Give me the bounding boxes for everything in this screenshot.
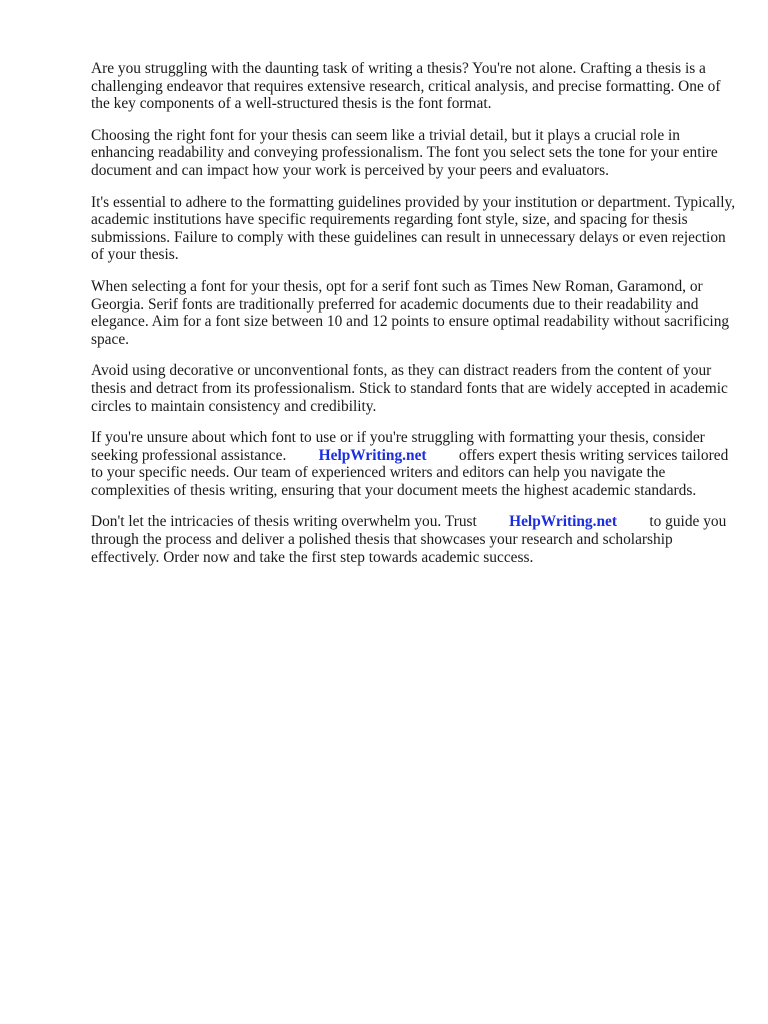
paragraph-6-text-before: If you're unsure about which font to use or if you're struggling with formatting your thesis, consider seeking professional assistance. [91,429,705,464]
paragraph-guidelines: It's essential to adhere to the formatting guidelines provided by your institution or department. Typically, academic institutions have specific requirements regarding font style, size, and spacing for thesis submissions. Failure to comply with these guidelines can result in unnecessary delays or even rejection of your thesis. [91,193,736,264]
paragraph-7-text-after: to guide you through the process and deliver a polished thesis that showcases your research and scholarship effectively. Order now and take the first step towards academic success. [91,513,727,566]
paragraph-call-to-action [91,513,737,566]
paragraph-professional-assistance [91,429,737,499]
paragraph-avoid-decorative: Avoid using decorative or unconventional fonts, as they can distract readers from the content of your thesis and detract from its professionalism. Stick to standard fonts that are widely accepted in academic circles to maintain consistency and credibility. [91,362,728,415]
paragraph-serif-fonts: When selecting a font for your thesis, opt for a serif font such as Times New Roman, Garamond, or Georgia. Serif fonts are traditionally preferred for academic documents due to their readability and elegance. Aim for a font size between 10 and 12 points to ensure optimal readability without sacrificing space. [91,277,730,348]
document-body [91,60,737,580]
helpwriting-link-cta[interactable]: HelpWriting.net [509,513,617,531]
helpwriting-link[interactable]: HelpWriting.net [318,446,427,464]
paragraph-intro: Are you struggling with the daunting task of writing a thesis? You're not alone. Crafting a thesis is a challenging endeavor that requires extensive research, critical analysis, and precise formatting. One of the key components of a well-structured thesis is the font format. [91,60,721,113]
paragraph-choosing-font: Choosing the right font for your thesis can seem like a trivial detail, but it plays a crucial role in enhancing readability and conveying professionalism. The font you select sets the tone for your entire document and can impact how your work is perceived by your peers and evaluators. [91,126,718,179]
paragraph-7-text-before: Don't let the intricacies of thesis writing overwhelm you. Trust [91,513,477,531]
paragraph-6-text-after: offers expert thesis writing services tailored to your specific needs. Our team of experienced writers and editors can help you navigate the complexities of thesis writing, ensuring that your document meets the highest academic standards. [91,446,729,499]
